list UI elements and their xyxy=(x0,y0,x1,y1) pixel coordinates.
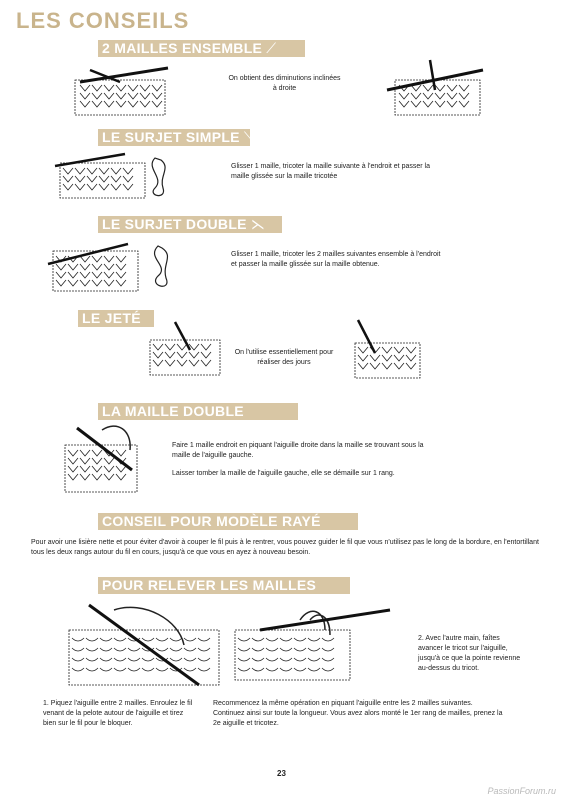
surjet-double-illustration xyxy=(48,236,183,296)
step-2-body: Avec l'autre main, faîtes avancer le tricot sur l'aiguille, jusqu'à ce que la pointe revienne au-dessus du tricot. xyxy=(418,635,521,672)
section-text: Pour avoir une lisière nette et pour éviter d'avoir à couper le fil puis à le rentrer, vous pouvez guider le fil que vous n'utilisez pas le long de la bordure, en l'entortillant tous les deux rangs autour du fil en cours, jusqu'à ce que vous en ayez à nouveau besoin. xyxy=(31,539,539,556)
step-1-text xyxy=(43,699,193,729)
step-2-text xyxy=(418,634,523,674)
page-number: 23 xyxy=(277,769,286,778)
banner-title: LA MAILLE DOUBLE xyxy=(102,403,244,419)
section-text: Glisser 1 maille, tricoter les 2 mailles suivantes ensemble à l'endroit et passer la maille glissée sur la maille obtenue. xyxy=(231,251,441,268)
section-text-1: Faire 1 maille endroit en piquant l'aiguille droite dans la maille se trouvant sous la maille de l'aiguille gauche. xyxy=(172,442,424,459)
banner-title: LE SURJET DOUBLE xyxy=(102,216,247,232)
banner-surjet-simple xyxy=(98,129,254,146)
knitting-illustration-left xyxy=(70,60,170,120)
surjet-simple-illustration xyxy=(55,148,180,203)
section-text: Glisser 1 maille, tricoter la maille suivante à l'endroit et passer la maille glissée sur la maille tricotée xyxy=(231,163,430,180)
step-1-number: 1. xyxy=(43,700,49,707)
knit-symbol-icon: ⋋ xyxy=(250,216,266,232)
banner-maille-double xyxy=(98,403,298,420)
step-1-body: Piquez l'aiguille entre 2 mailles. Enroulez le fil venant de la pelote autour de l'aiguille et tirez bien sur le fil pour le bloquer. xyxy=(43,700,193,727)
section-text: On obtient des diminutions inclinées à droite xyxy=(228,75,341,92)
banner-surjet-double xyxy=(98,216,282,233)
jete-illustration-right xyxy=(350,318,425,383)
knit-symbol-icon: ⟋ xyxy=(266,40,277,56)
section-text: On l'utilise essentiellement pour réaliser des jours xyxy=(234,349,334,366)
step-3-text: Recommencez la même opération en piquant l'aiguille entre les 2 mailles suivantes. Continuez ainsi sur toute la longueur. Vous avez alors monté le 1er rang de mailles, prenez la 2e aiguille et tricotez. xyxy=(213,700,503,727)
relever-illustration-right xyxy=(230,600,395,685)
page-title: LES CONSEILS xyxy=(16,8,190,33)
knit-symbol-icon: ⟍ xyxy=(243,129,254,145)
banner-relever-mailles xyxy=(98,577,350,594)
banner-jete xyxy=(78,310,154,327)
section-text-2: Laisser tomber la maille de l'aiguille gauche, elle se démaille sur 1 rang. xyxy=(172,470,395,477)
banner-title: POUR RELEVER LES MAILLES xyxy=(102,577,317,593)
jete-illustration-left xyxy=(145,320,225,380)
banner-title: 2 MAILLES ENSEMBLE xyxy=(102,40,263,56)
banner-conseil-raye xyxy=(98,513,358,530)
watermark: PassionForum.ru xyxy=(487,786,556,796)
knitting-illustration-right xyxy=(385,55,485,120)
banner-title: LE SURJET SIMPLE xyxy=(102,129,240,145)
banner-2-mailles-ensemble xyxy=(98,40,305,57)
banner-title: CONSEIL POUR MODÈLE RAYÉ xyxy=(102,513,321,529)
maille-double-illustration xyxy=(62,420,142,495)
relever-illustration-left xyxy=(64,600,224,690)
banner-title: LE JETÉ xyxy=(82,310,141,326)
step-2-number: 2. xyxy=(418,635,424,642)
